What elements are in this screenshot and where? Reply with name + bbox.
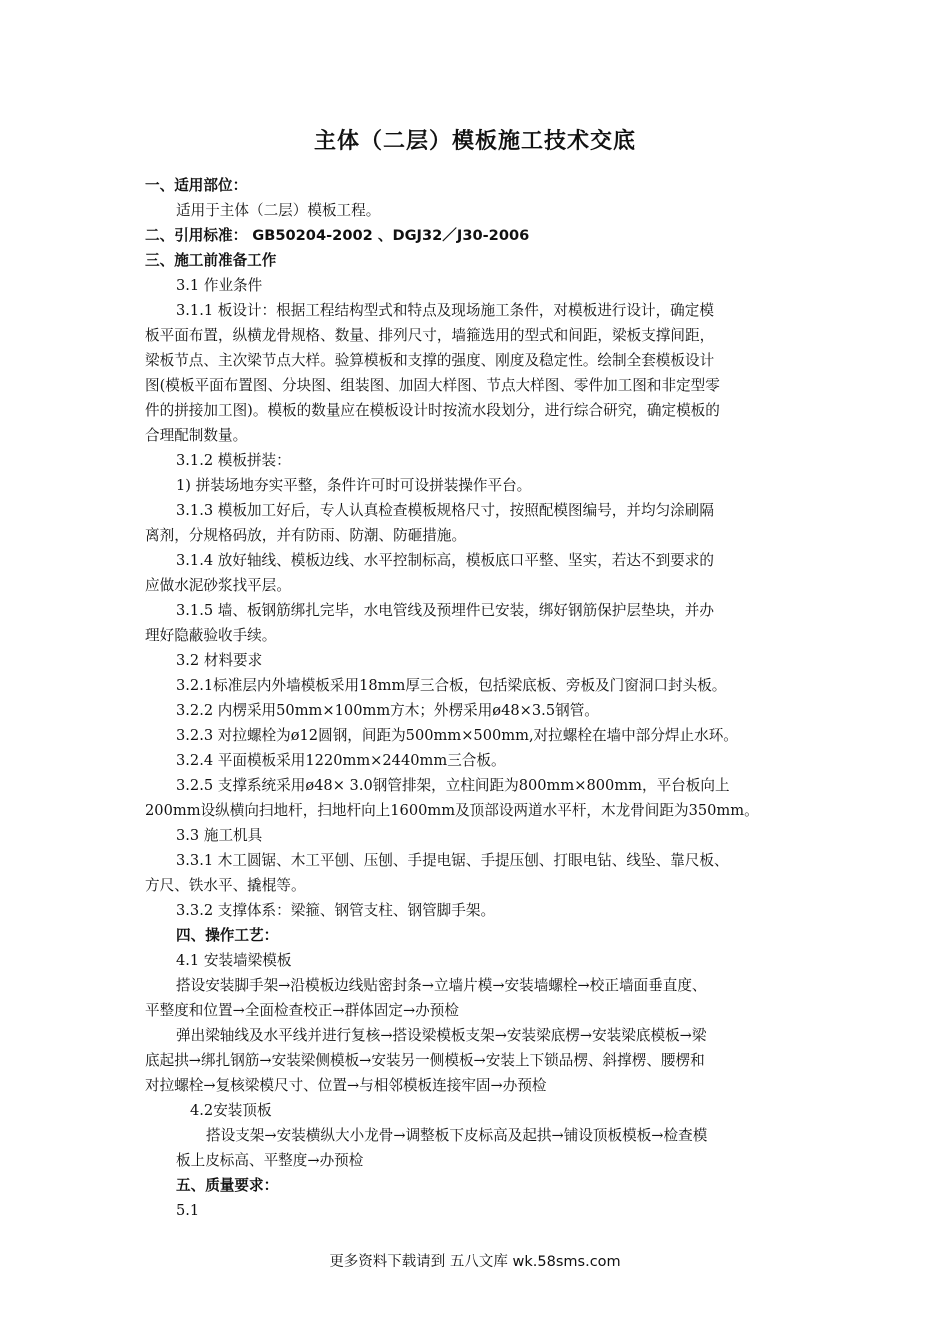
text-line: 3.3.1 木工圆锯、木工平刨、压刨、手提电锯、手提压刨、打眼电钻、线坠、靠尺板、 bbox=[176, 852, 729, 869]
text-line: 3.2.2 内楞采用50mm×100mm方木；外楞采用ø48×3.5钢管。 bbox=[176, 702, 599, 719]
text-line: 搭设支架→安装横纵大小龙骨→调整板下皮标高及起拱→铺设顶板模板→检查模 bbox=[206, 1127, 708, 1144]
text-line: 3.1.1 板设计：根据工程结构型式和特点及现场施工条件，对模板进行设计，确定模 bbox=[176, 302, 714, 319]
heading-preparation: 三、施工前准备工作 bbox=[145, 252, 277, 269]
subheading-tools: 3.3 施工机具 bbox=[176, 827, 263, 844]
text-line: 200mm设纵横向扫地杆，扫地杆向上1600mm及顶部设两道水平杆，木龙骨间距为350mm。 bbox=[145, 802, 759, 819]
text-line: 3.1.2 模板拼装： bbox=[176, 452, 291, 469]
text-line: 应做水泥砂浆找平层。 bbox=[145, 577, 291, 594]
text-line: 弹出梁轴线及水平线并进行复核→搭设梁模板支架→安装梁底楞→安装梁底模板→梁 bbox=[176, 1027, 707, 1044]
heading-scope: 一、适用部位： bbox=[145, 177, 248, 194]
text-line: 3.2.5 支撑系统采用ø48× 3.0钢管排架，立柱间距为800mm×800mm，平台板向上 bbox=[176, 777, 730, 794]
text-line: 搭设安装脚手架→沿模板边线贴密封条→立墙片模→安装墙螺栓→校正墙面垂直度、 bbox=[176, 977, 707, 994]
text-line: 离剂，分规格码放，并有防雨、防潮、防砸措施。 bbox=[145, 527, 467, 544]
subheading-slab: 4.2安装顶板 bbox=[190, 1102, 272, 1119]
text-line: 板平面布置，纵横龙骨规格、数量、排列尺寸，墙箍选用的型式和间距，梁板支撑间距， bbox=[145, 327, 715, 344]
footer-text: 更多资料下载请到 五八文库 wk.58sms.com bbox=[329, 1254, 621, 1270]
text-line: 底起拱→绑扎钢筋→安装梁侧模板→安装另一侧模板→安装上下锁品楞、斜撑楞、腰楞和 bbox=[145, 1052, 705, 1069]
subheading-conditions: 3.1 作业条件 bbox=[176, 277, 263, 294]
document-title: 主体（二层）模板施工技术交底 bbox=[313, 129, 636, 154]
text-line: 1) 拼装场地夯实平整，条件许可时可设拼装操作平台。 bbox=[176, 477, 532, 494]
text-line: 3.1.5 墙、板钢筋绑扎完毕，水电管线及预埋件已安装，绑好钢筋保护层垫块，并办 bbox=[176, 602, 714, 619]
text-line: 适用于主体（二层）模板工程。 bbox=[176, 202, 381, 219]
text-line: 图(模板平面布置图、分块图、组装图、加固大样图、节点大样图、零件加工图和非定型零 bbox=[145, 377, 720, 394]
text-line: 对拉螺栓→复核梁模尺寸、位置→与相邻模板连接牢固→办预检 bbox=[145, 1077, 547, 1094]
text-line: 3.2.3 对拉螺栓为ø12圆钢，间距为500mm×500mm,对拉螺栓在墙中部分焊止水环。 bbox=[176, 727, 738, 744]
text-line: 理好隐蔽验收手续。 bbox=[145, 627, 277, 644]
text-line: 3.3.2 支撑体系：梁箍、钢管支柱、钢管脚手架。 bbox=[176, 902, 496, 919]
text-line: 件的拼接加工图)。模板的数量应在模板设计时按流水段划分，进行综合研究，确定模板的 bbox=[145, 402, 720, 419]
text-line: 板上皮标高、平整度→办预检 bbox=[176, 1152, 364, 1169]
text-line: 3.2.4 平面模板采用1220mm×2440mm三合板。 bbox=[176, 752, 506, 769]
heading-standards: 二、引用标准： GB50204-2002 、DGJ32／J30-2006 bbox=[145, 227, 530, 244]
text-line: 梁板节点、主次梁节点大样。验算模板和支撑的强度、刚度及稳定性。绘制全套模板设计 bbox=[145, 352, 715, 369]
subheading-wall-beam: 4.1 安装墙梁模板 bbox=[176, 952, 292, 969]
text-line: 平整度和位置→全面检查校正→群体固定→办预检 bbox=[145, 1002, 459, 1019]
text-line: 5.1 bbox=[176, 1202, 200, 1219]
text-line: 3.1.3 模板加工好后，专人认真检查模板规格尺寸，按照配模图编号，并均匀涂刷隔 bbox=[176, 502, 714, 519]
text-line: 合理配制数量。 bbox=[145, 427, 248, 444]
heading-quality: 五、质量要求： bbox=[176, 1177, 279, 1194]
text-line: 方尺、铁水平、撬棍等。 bbox=[145, 877, 306, 894]
text-line: 3.2.1标准层内外墙模板采用18mm厚三合板，包括梁底板、旁板及门窗洞口封头板。 bbox=[176, 677, 727, 694]
subheading-materials: 3.2 材料要求 bbox=[176, 652, 263, 669]
text-line: 3.1.4 放好轴线、模板边线、水平控制标高，模板底口平整、坚实，若达不到要求的 bbox=[176, 552, 714, 569]
heading-process: 四、操作工艺： bbox=[176, 927, 279, 944]
